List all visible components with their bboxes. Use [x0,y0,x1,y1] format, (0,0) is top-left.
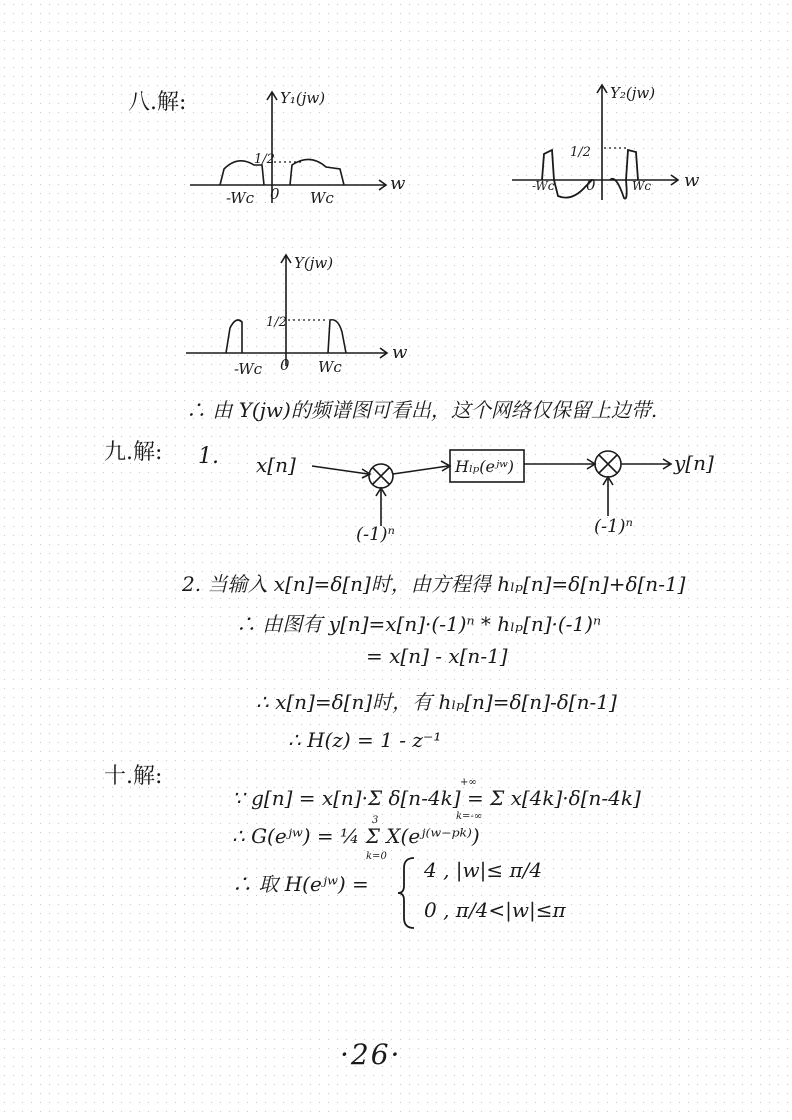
y1-wc: Wᴄ [310,189,334,207]
y2-title: Y₂(jw) [610,84,656,102]
ten-case2: 0 , π/4<|w|≤π [424,898,566,922]
multiplier-two [595,451,621,477]
y-zero: 0 [280,356,290,374]
conclusion-eight: ∴ 由 Y(jw)的频谱图可看出，这个网络仅保留上边带. [186,398,658,422]
part2-line2: ∴ 由图有 y[n]=x[n]·(-1)ⁿ * hₗₚ[n]·(-1)ⁿ [236,612,602,636]
y2-wc: Wᴄ [632,179,652,193]
y1-half-label: 1/2 [254,152,275,167]
plot-y [186,248,406,383]
y2-half-label: 1/2 [570,145,591,160]
diagram-input: x[n] [256,453,296,477]
part2-line5: ∴ H(z) = 1 - z⁻¹ [288,728,442,752]
diagram-mod-one: (-1)ⁿ [356,524,395,545]
y-title: Y(jw) [294,254,334,272]
part2-line3: = x[n] - x[n-1] [366,644,508,668]
part2-line4: ∴ x[n]=δ[n]时，有 hₗₚ[n]=δ[n]-δ[n-1] [256,690,617,714]
ten-line1: ∵ g[n] = x[n]·Σ δ[n-4k] = Σ x[4k]·δ[n-4k] [232,786,641,810]
y1-right-band [290,159,344,185]
plot-y2 [512,78,712,218]
y-neg-wc: -Wᴄ [234,360,263,378]
y1-w-axis: w [390,173,406,194]
ten-line2: ∴ G(eʲʷ) = ¼ Σ X(eʲ⁽ʷ⁻ᵖᵏ⁾) [232,824,480,848]
diagram-block-label: Hₗₚ(eʲʷ) [455,457,515,476]
ten-line1-sum-bot: k=-∞ [456,811,483,822]
section-nine-heading: 九.解: [104,440,163,465]
diagram-output: y[n] [674,451,714,475]
plot-y1 [190,85,406,215]
page-number: ·26· [340,1038,402,1071]
ten-line2-sum-bot: k=0 [366,851,387,862]
ten-line3-lead: ∴ 取 H(eʲʷ) = [232,872,369,896]
section-eight-heading: 八.解: [128,90,187,115]
multiplier-one [369,464,393,488]
section-ten-heading: 十.解: [104,764,163,789]
cases-brace [396,856,416,930]
ten-line1-sum-top: +∞ [460,777,477,788]
y2-w-axis: w [684,170,700,191]
y2-zero: 0 [586,176,596,194]
y-w-axis: w [392,342,408,363]
part2-line1: 2. 当输入 x[n]=δ[n]时，由方程得 hₗₚ[n]=δ[n]+δ[n-1] [182,572,686,596]
y-right-band [328,320,346,353]
y-half-label: 1/2 [266,315,287,330]
nine-part-one: 1. [198,444,219,469]
y-left-band [226,320,242,353]
diagram-mod-two: (-1)ⁿ [594,516,633,537]
y1-neg-wc: -Wᴄ [226,189,255,207]
y1-zero: 0 [270,185,280,203]
y1-title: Y₁(jw) [280,89,326,107]
y-wc: Wᴄ [318,358,342,376]
block-diagram [250,440,730,550]
y2-neg-wc: -Wᴄ [532,179,555,193]
ten-case1: 4 , |w|≤ π/4 [424,858,543,882]
ten-line2-sum-top: 3 [372,815,379,826]
